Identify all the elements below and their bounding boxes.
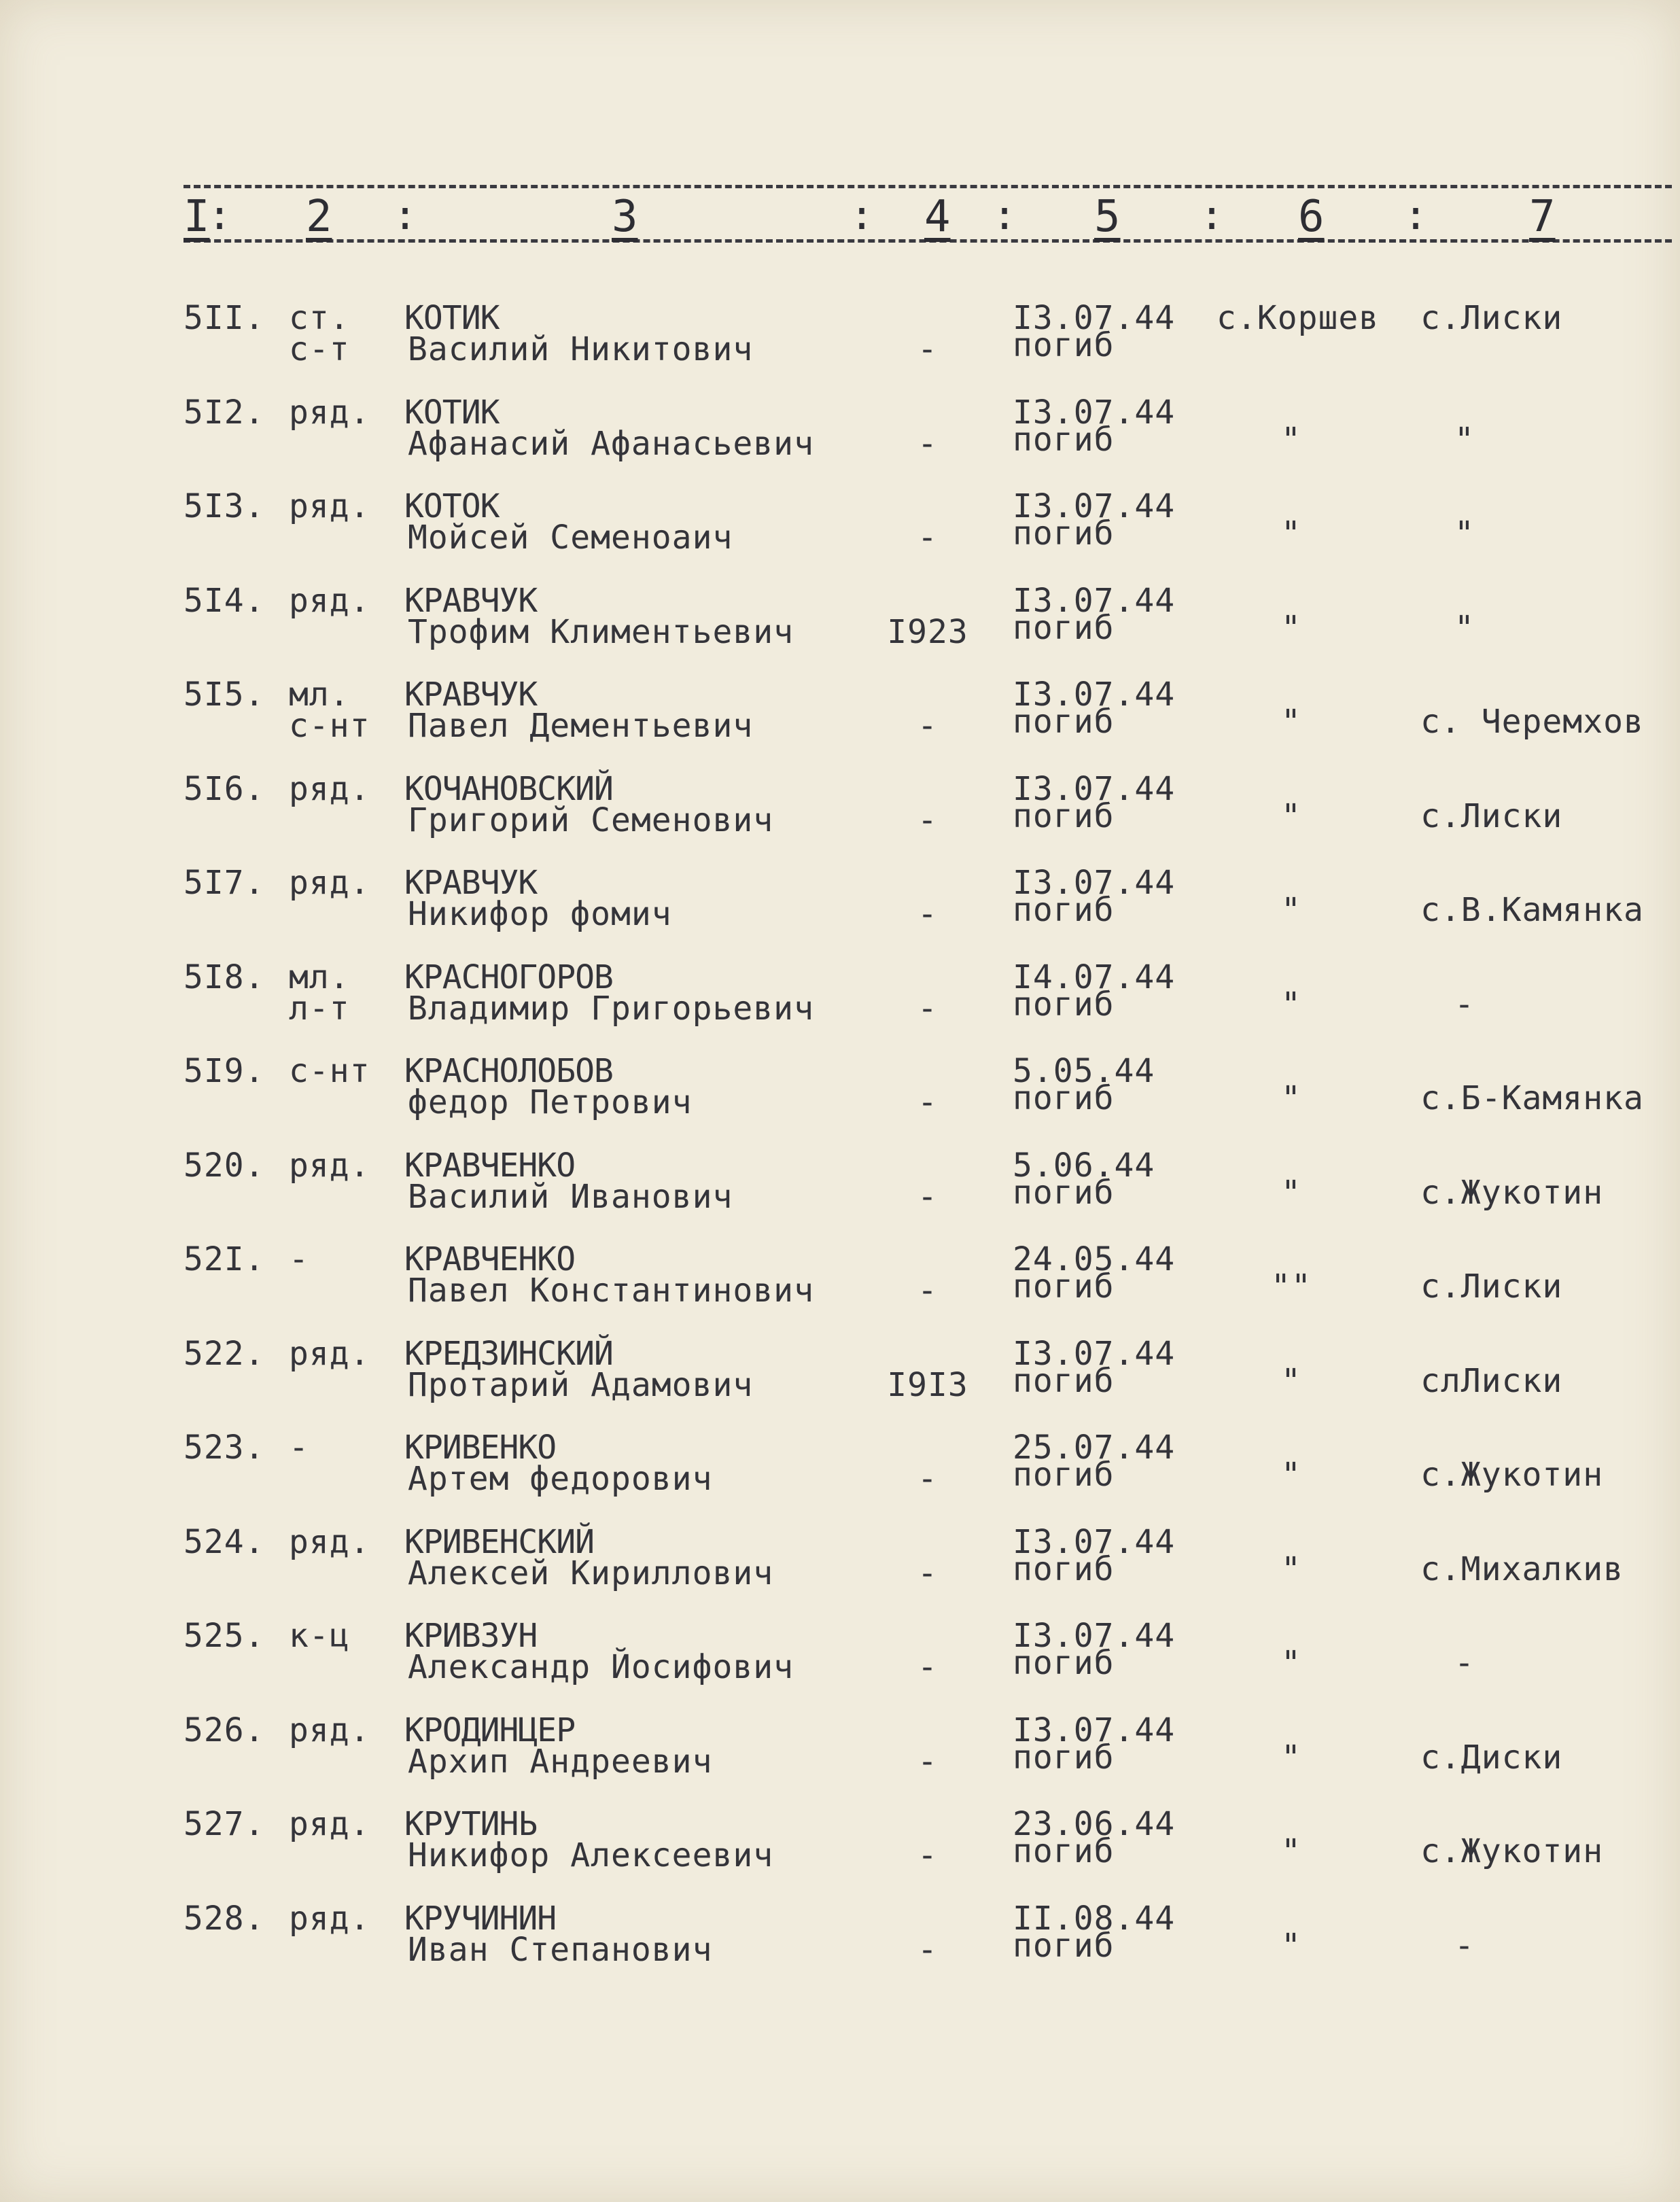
place-column-6: " xyxy=(1281,1079,1301,1117)
status: погиб xyxy=(1013,891,1115,929)
surname: КРАСНОГОРОВ xyxy=(404,958,613,996)
column-separator: : xyxy=(1403,192,1429,239)
date: 25.07.44 xyxy=(1013,1429,1176,1467)
date: I3.07.44 xyxy=(1013,864,1176,902)
status: погиб xyxy=(1013,1173,1115,1212)
rank: ряд. xyxy=(289,1522,370,1561)
surname: КРАВЧУК xyxy=(404,864,538,902)
status: погиб xyxy=(1013,1926,1115,1965)
birth-year: - xyxy=(917,1272,938,1310)
rank: мл. xyxy=(289,958,350,996)
table-row xyxy=(0,1711,1680,1810)
record-number: 522. xyxy=(183,1334,265,1373)
column-header-4: 4 xyxy=(924,192,951,242)
date: I3.07.44 xyxy=(1013,769,1176,808)
surname: КРИВЗУН xyxy=(404,1617,538,1655)
rank: ряд. xyxy=(289,864,370,902)
given-names: Афанасий Афанасьевич xyxy=(408,424,814,463)
table-row xyxy=(0,1334,1680,1433)
given-names: Василий Никитович xyxy=(408,330,754,368)
surname: КОТОК xyxy=(404,487,500,525)
date: 24.05.44 xyxy=(1013,1240,1176,1278)
status: погиб xyxy=(1013,985,1115,1024)
record-number: 524. xyxy=(183,1522,265,1561)
surname: КОТИК xyxy=(404,299,500,337)
place-column-6: " xyxy=(1281,1456,1301,1494)
date: I3.07.44 xyxy=(1013,1334,1176,1373)
birth-year: - xyxy=(917,1648,938,1686)
birth-year: - xyxy=(917,895,938,933)
surname: КРУЧИНИН xyxy=(404,1899,557,1938)
birth-year: - xyxy=(917,1177,938,1216)
rank: ряд. xyxy=(289,1334,370,1373)
column-header-2: 2 xyxy=(306,192,332,242)
place-column-7: с.Жукотин xyxy=(1420,1173,1604,1212)
place-column-7: с.Михалкив xyxy=(1420,1550,1624,1588)
record-number: 5I3. xyxy=(183,487,265,525)
date: I3.07.44 xyxy=(1013,676,1176,714)
column-separator: : xyxy=(850,192,875,239)
surname: КРАСНОЛОБОВ xyxy=(404,1052,613,1090)
column-separator: : xyxy=(393,192,418,239)
birth-year: - xyxy=(917,989,938,1028)
record-number: 520. xyxy=(183,1146,265,1185)
place-column-6: " xyxy=(1281,797,1301,835)
surname: КРАВЧУК xyxy=(404,676,538,714)
place-column-7: " xyxy=(1454,608,1475,647)
date: I3.07.44 xyxy=(1013,393,1176,432)
place-column-6: " xyxy=(1281,514,1301,553)
place-column-7: с.Жукотин xyxy=(1420,1456,1604,1494)
surname: КРОДИНЦЕР xyxy=(404,1711,576,1749)
surname: КРАВЧЕНКО xyxy=(404,1240,576,1278)
rank: с-нт xyxy=(289,1052,370,1090)
rank: ряд. xyxy=(289,581,370,620)
place-column-7: с.Диски xyxy=(1420,1738,1563,1777)
birth-year: I9I3 xyxy=(887,1365,968,1404)
record-number: 5I6. xyxy=(183,769,265,808)
header-rule-top xyxy=(183,185,1672,188)
given-names: Иван Степанович xyxy=(408,1930,713,1969)
place-column-6: " xyxy=(1281,1926,1301,1965)
table-row xyxy=(0,393,1680,492)
table-row xyxy=(0,864,1680,962)
birth-year: - xyxy=(917,801,938,839)
status: погиб xyxy=(1013,703,1115,741)
record-number: 527. xyxy=(183,1805,265,1843)
column-header-7: 7 xyxy=(1529,192,1556,242)
table-row xyxy=(0,958,1680,1057)
given-names: Мойсей Семеноаич xyxy=(408,519,733,557)
column-header-1: I xyxy=(183,192,210,242)
status: погиб xyxy=(1013,1456,1115,1494)
table-row xyxy=(0,676,1680,774)
given-names: Никифор фомич xyxy=(408,895,672,933)
surname: КРЕДЗИНСКИЙ xyxy=(404,1334,613,1373)
record-number: 52I. xyxy=(183,1240,265,1278)
place-column-7: " xyxy=(1454,420,1475,459)
birth-year: - xyxy=(917,1460,938,1498)
status: погиб xyxy=(1013,1832,1115,1870)
given-names: Павел Дементьевич xyxy=(408,707,754,745)
place-column-6: " xyxy=(1281,1361,1301,1400)
place-column-6: " xyxy=(1281,608,1301,647)
column-separator: : xyxy=(1200,192,1225,239)
record-number: 528. xyxy=(183,1899,265,1938)
table-row xyxy=(0,487,1680,586)
record-number: 5I7. xyxy=(183,864,265,902)
birth-year: - xyxy=(917,1930,938,1969)
date: I3.07.44 xyxy=(1013,299,1176,337)
status: погиб xyxy=(1013,420,1115,459)
table-row xyxy=(0,1617,1680,1715)
birth-year: I923 xyxy=(887,612,968,651)
place-column-7: с.В.Камянка xyxy=(1420,891,1644,929)
place-column-6: " xyxy=(1281,1550,1301,1588)
status: погиб xyxy=(1013,1079,1115,1117)
date: I4.07.44 xyxy=(1013,958,1176,996)
status: погиб xyxy=(1013,797,1115,835)
date: 5.05.44 xyxy=(1013,1052,1155,1090)
place-column-6: " xyxy=(1281,1738,1301,1777)
record-number: 5II. xyxy=(183,299,265,337)
table-row xyxy=(0,1429,1680,1527)
place-column-6: " xyxy=(1281,703,1301,741)
given-names: Архип Андреевич xyxy=(408,1742,713,1781)
rank: - xyxy=(289,1240,309,1278)
given-names: Павел Константинович xyxy=(408,1272,814,1310)
rank: ряд. xyxy=(289,1805,370,1843)
place-column-7: слЛиски xyxy=(1420,1361,1563,1400)
birth-year: - xyxy=(917,330,938,368)
record-number: 5I8. xyxy=(183,958,265,996)
table-row xyxy=(0,1052,1680,1151)
surname: КРИВЕНКО xyxy=(404,1429,557,1467)
place-column-6: " xyxy=(1281,1832,1301,1870)
column-header-5: 5 xyxy=(1094,192,1121,242)
birth-year: - xyxy=(917,1554,938,1592)
record-number: 523. xyxy=(183,1429,265,1467)
table-row xyxy=(0,1899,1680,1998)
rank-line-2: с-т xyxy=(289,330,350,368)
date: I3.07.44 xyxy=(1013,487,1176,525)
place-column-7: с. Черемхов xyxy=(1420,703,1644,741)
table-row xyxy=(0,1240,1680,1339)
given-names: Григорий Семенович xyxy=(408,801,774,839)
rank: ряд. xyxy=(289,1146,370,1185)
surname: КРУТИНЬ xyxy=(404,1805,538,1843)
place-column-7: с.Жукотин xyxy=(1420,1832,1604,1870)
given-names: Трофим Климентьевич xyxy=(408,612,794,651)
date: 5.06.44 xyxy=(1013,1146,1155,1185)
given-names: Никифор Алексеевич xyxy=(408,1836,774,1874)
rank: - xyxy=(289,1429,309,1467)
rank-line-2: л-т xyxy=(289,989,350,1028)
column-header-3: 3 xyxy=(612,192,638,242)
surname: КРАВЧЕНКО xyxy=(404,1146,576,1185)
birth-year: - xyxy=(917,707,938,745)
rank: ст. xyxy=(289,299,350,337)
place-column-7: - xyxy=(1454,1644,1475,1682)
rank: ряд. xyxy=(289,393,370,432)
place-column-7: с.Лиски xyxy=(1420,299,1563,337)
place-column-6: " xyxy=(1281,1173,1301,1212)
birth-year: - xyxy=(917,519,938,557)
date: I3.07.44 xyxy=(1013,581,1176,620)
table-row xyxy=(0,1146,1680,1245)
surname: КОТИК xyxy=(404,393,500,432)
record-number: 525. xyxy=(183,1617,265,1655)
given-names: Александр Йосифович xyxy=(408,1648,794,1686)
birth-year: - xyxy=(917,1836,938,1874)
place-column-7: с.Б-Камянка xyxy=(1420,1079,1644,1117)
table-row xyxy=(0,1522,1680,1622)
place-column-7: - xyxy=(1454,1926,1475,1965)
column-separator: : xyxy=(992,192,1017,239)
given-names: федор Петрович xyxy=(408,1083,693,1121)
record-number: 5I2. xyxy=(183,393,265,432)
date: I3.07.44 xyxy=(1013,1711,1176,1749)
table-row xyxy=(0,299,1680,398)
date: 23.06.44 xyxy=(1013,1805,1176,1843)
given-names: Василий Иванович xyxy=(408,1177,733,1216)
birth-year: - xyxy=(917,1083,938,1121)
table-row xyxy=(0,581,1680,680)
record-number: 526. xyxy=(183,1711,265,1749)
place-column-6: " xyxy=(1281,891,1301,929)
given-names: Алексей Кириллович xyxy=(408,1554,774,1592)
place-column-6: с.Коршев xyxy=(1217,299,1380,337)
status: погиб xyxy=(1013,608,1115,647)
given-names: Владимир Григорьевич xyxy=(408,989,814,1028)
place-column-7: с.Лиски xyxy=(1420,1268,1563,1306)
status: погиб xyxy=(1013,326,1115,364)
rank-line-2: с-нт xyxy=(289,707,370,745)
surname: КРАВЧУК xyxy=(404,581,538,620)
record-number: 5I9. xyxy=(183,1052,265,1090)
date: I3.07.44 xyxy=(1013,1522,1176,1561)
column-separator: : xyxy=(207,192,232,239)
place-column-7: " xyxy=(1454,514,1475,553)
date: I3.07.44 xyxy=(1013,1617,1176,1655)
table-row xyxy=(0,769,1680,869)
rank: ряд. xyxy=(289,769,370,808)
given-names: Протарий Адамович xyxy=(408,1365,754,1404)
record-number: 5I4. xyxy=(183,581,265,620)
place-column-6: " xyxy=(1281,1644,1301,1682)
surname: КОЧАНОВСКИЙ xyxy=(404,769,613,808)
rank: ряд. xyxy=(289,1711,370,1749)
rank: к-ц xyxy=(289,1617,350,1655)
date: II.08.44 xyxy=(1013,1899,1176,1938)
rank: мл. xyxy=(289,676,350,714)
place-column-6: "" xyxy=(1271,1268,1312,1306)
rank: ряд. xyxy=(289,487,370,525)
rank: ряд. xyxy=(289,1899,370,1938)
status: погиб xyxy=(1013,1550,1115,1588)
table-row xyxy=(0,1805,1680,1904)
status: погиб xyxy=(1013,1361,1115,1400)
place-column-7: с.Лиски xyxy=(1420,797,1563,835)
status: погиб xyxy=(1013,1644,1115,1682)
birth-year: - xyxy=(917,1742,938,1781)
record-number: 5I5. xyxy=(183,676,265,714)
given-names: Артем федорович xyxy=(408,1460,713,1498)
birth-year: - xyxy=(917,424,938,463)
status: погиб xyxy=(1013,1738,1115,1777)
place-column-7: - xyxy=(1454,985,1475,1024)
place-column-6: " xyxy=(1281,420,1301,459)
status: погиб xyxy=(1013,1268,1115,1306)
surname: КРИВЕНСКИЙ xyxy=(404,1522,594,1561)
place-column-6: " xyxy=(1281,985,1301,1024)
column-header-6: 6 xyxy=(1298,192,1325,242)
status: погиб xyxy=(1013,514,1115,553)
